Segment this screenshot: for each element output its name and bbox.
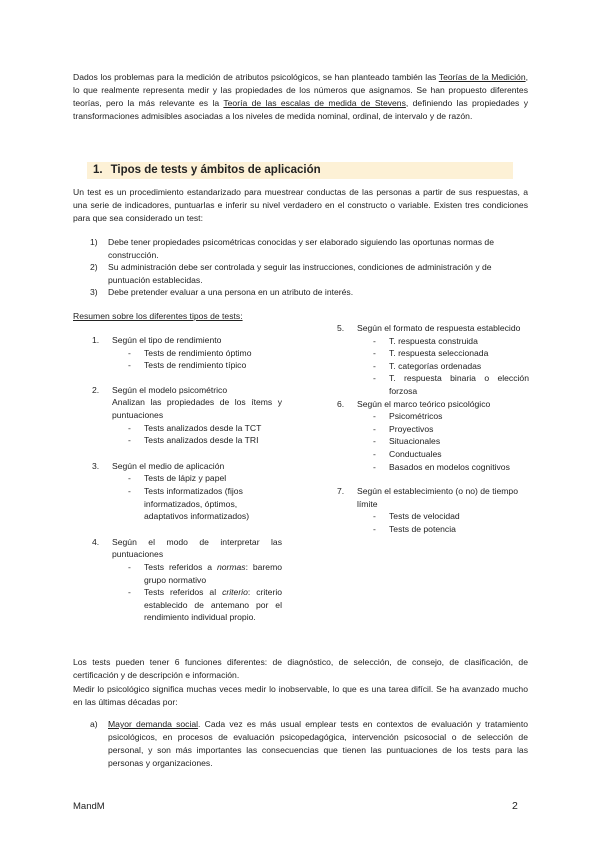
category-note: Analizan las propiedades de los ítems y puntuaciones	[112, 397, 282, 420]
category-subitem: - Conductuales	[373, 448, 442, 459]
category-subitem: - Tests referidos al criterio: criterio establecido de antemano por el rendimiento individual propio.	[128, 587, 283, 623]
category-label: Según el formato de respuesta establecido	[357, 323, 521, 333]
category-number: 6.	[337, 398, 345, 409]
intro-text-1: Dados los problemas para la medición de atributos psicológicos, se han planteado también las	[73, 72, 439, 82]
category-number: 2.	[92, 384, 100, 395]
stevens-theory-link: Teoría de las escalas de medida de Stevens	[223, 98, 406, 108]
measure-paragraph: Medir lo psicológico significa muchas veces medir lo inobservable, lo que es una tarea difícil. Se ha avanzado mucho en las últimas décadas por:	[73, 684, 528, 707]
type-category	[92, 460, 282, 523]
section-heading	[87, 162, 513, 179]
condition-number: 1)	[90, 237, 98, 247]
type-category	[92, 384, 282, 447]
advance-item	[90, 718, 528, 770]
page-number: 2	[512, 800, 518, 812]
category-subitem: - Basados en modelos cognitivos	[373, 461, 510, 472]
category-number: 4.	[92, 536, 100, 547]
conditions-list	[90, 236, 528, 299]
test-definition-paragraph: Un test es un procedimiento estandarizado para muestrear conductas de las personas a partir de sus respuestas, a una serie de indicadores, puntuarlas e inferir su nivel verdadero en el constructo o variable. Existen tres condiciones para que sea considerado un test:	[73, 187, 528, 223]
category-label: Según el medio de aplicación	[112, 460, 225, 471]
category-subitem: - T. respuesta seleccionada	[373, 348, 489, 359]
condition-text: Debe pretender evaluar a una persona en un atributo de interés.	[108, 287, 354, 297]
condition-item	[90, 236, 528, 261]
category-subitem: - Tests informatizados (fijos informatizados, óptimos, adaptativos informatizados)	[128, 485, 250, 522]
condition-text: Debe tener propiedades psicométricas conocidas y ser elaborado siguiendo las oportunas normas de construcción.	[108, 237, 494, 260]
category-subitem: - Tests de rendimiento óptimo	[128, 347, 252, 358]
condition-text: Su administración debe ser controlada y seguir las instrucciones, condiciones de administración y de puntuación establecidas.	[108, 262, 492, 285]
category-label: Según el modelo psicométrico	[112, 384, 228, 395]
type-category	[92, 536, 282, 624]
measurement-theories-link: Teorías de la Medición	[438, 72, 526, 82]
type-category	[337, 322, 529, 398]
category-subitem: - Tests de lápiz y papel	[128, 473, 227, 484]
category-label: Según el modo de interpretar las puntuaciones	[112, 536, 282, 560]
types-left-column	[92, 334, 282, 624]
functions-paragraph: Los tests pueden tener 6 funciones diferentes: de diagnóstico, de selección, de consejo, de clasificación, de certificación y de descripción e información.	[73, 657, 528, 680]
category-subitem: - Proyectivos	[373, 423, 434, 434]
type-category	[337, 398, 529, 474]
condition-item	[90, 261, 528, 286]
types-right-column	[337, 322, 529, 536]
category-number: 1.	[92, 335, 100, 345]
section-title: Tipos de tests y ámbitos de aplicación	[110, 164, 321, 176]
type-category	[92, 334, 282, 372]
summary-title: Resumen sobre los diferentes tipos de tests:	[73, 311, 243, 321]
advance-text: . Cada vez es más usual emplear tests en contextos de evaluación y tratamiento psicológicos, en procesos de evaluación psicopedagógica, intervención psicosocial o de selección de personal, y son más importantes las consecuencias que tienen las puntuaciones de los tests para las personas y organizaciones.	[108, 719, 528, 768]
category-number: 7.	[337, 486, 345, 497]
category-label: Según el marco teórico psicológico	[357, 398, 491, 409]
category-subitem: - Tests analizados desde la TCT	[128, 422, 262, 433]
type-category	[337, 485, 529, 535]
category-subitem: - Tests de rendimiento típico	[128, 360, 247, 371]
advances-list	[90, 718, 528, 770]
footer-author: MandM	[73, 801, 105, 812]
category-label: Según el tipo de rendimiento	[112, 335, 222, 345]
category-subitem: - Tests de potencia	[373, 523, 456, 534]
condition-item	[90, 286, 528, 299]
advance-letter: a)	[90, 719, 98, 729]
category-label: Según el establecimiento (o no) de tiempo límite	[357, 486, 518, 509]
intro-text-3: , definiendo las propiedades y transformaciones admisibles asociadas a los niveles de medida nominal, ordinal, de intervalo y de razón.	[73, 98, 529, 121]
category-subitem: - Tests referidos a normas: baremo grupo normativo	[128, 561, 283, 585]
advance-title: Mayor demanda social	[108, 719, 199, 729]
category-number: 3.	[92, 460, 100, 471]
category-subitem: - Situacionales	[373, 436, 441, 447]
section-number: 1.	[93, 164, 103, 176]
category-subitem: - Psicométricos	[373, 411, 443, 422]
category-subitem: - T. respuesta construida	[373, 335, 478, 346]
condition-number: 3)	[90, 287, 98, 297]
category-number: 5.	[337, 323, 345, 333]
category-subitem: - Tests de velocidad	[373, 511, 460, 522]
intro-text-2: , lo que realmente representa medir y las propiedades de los números que asignamos. Se han propuesto diferentes teorías, pero la más relevante es la	[73, 72, 528, 108]
category-subitem: - T. respuesta binaria o elección forzosa	[373, 373, 529, 396]
category-subitem: - Tests analizados desde la TRI	[128, 435, 259, 446]
category-subitem: - T. categorías ordenadas	[373, 360, 482, 371]
intro-paragraph	[73, 71, 528, 123]
condition-number: 2)	[90, 262, 98, 272]
